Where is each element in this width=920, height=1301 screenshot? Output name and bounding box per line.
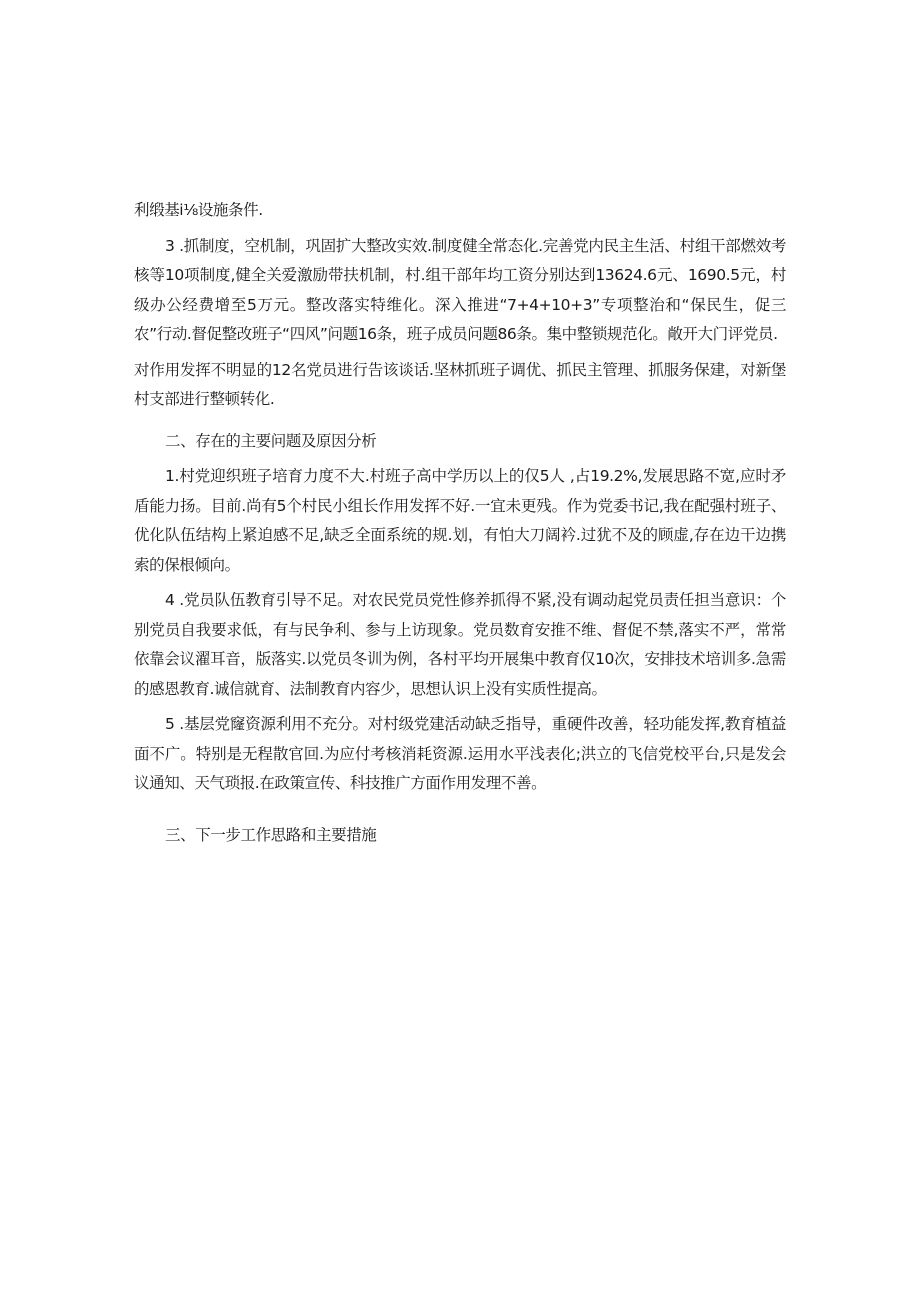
paragraph-continuation: 利缎基i⅛设施条件. <box>134 201 263 219</box>
paragraph-item-1: 1.村党迎织班子培育力度不大.村班子高中学历以上的仅5人 ,占19.2%,发展思路不宽,应时矛盾能力扬。目前.尚有5个村民小组长作用发挥不好.一宜未更残。作为党委书记,我在配强村班子、优化队伍结构上紧迫感不足,缺乏全面系统的规.划，有怕大刀阔衿.过犹不及的顾虚,存在边干边携索的保根倾向。 <box>134 467 786 574</box>
paragraph-party-members: 对作用发挥不明显的12名党员进行告该谈话.坚林抓班子调优、抓民主管理、抓服务保建，对新堡村支部进行整顿转化. <box>134 360 786 408</box>
section-heading-3: 三、下一步工作思路和主要措施 <box>165 825 377 844</box>
section-heading-2: 二、存在的主要问题及原因分析 <box>165 431 377 450</box>
paragraph-item-4: 4 .党员队伍教育引导不足。对农民党员党性修养抓得不紧,没有调动起党员责任担当意识：个别党员自我要求低，有与民争利、参与上访现象。党员数育安推不维、督促不禁,落实不严，常常依靠会议濯耳音，版落实.以党员冬训为例，各村平均开展集中教育仅10次，安排技术培训多.急需的感恩教育.诚信就育、法制教育内容少，思想认识上没有实质性提高。 <box>134 591 786 698</box>
paragraph-item-3: 3 .抓制度，空机制，巩固扩大整改实效.制度健全常态化.完善党内民主生活、村组干部燃效考核等10项制度,健全关爱激励带扶机制，村.组干部年均工资分别达到13624.6元、1690.5元，村级办公经费增至5万元。整改落实特维化。深入推进“7+4+10+3”专项整治和“保民生，促三农”行动.督促整改班子“四风”问题16条，班子成员问题86条。集中整锁规范化。敞开大门评党员. <box>134 236 786 343</box>
paragraph-item-5: 5 .基层党窿资源利用不充分。对村级党建活动缺乏指导，重硬件改善，轻功能发挥,教育植益面不广。特别是无程散官回.为应付考核消耗资源.运用水平浅表化;洪立的飞信党校平台,只是发会议通知、天气琐报.在政策宣传、科技推广方面作用发理不善。 <box>134 715 786 792</box>
document-body <box>134 196 786 856</box>
